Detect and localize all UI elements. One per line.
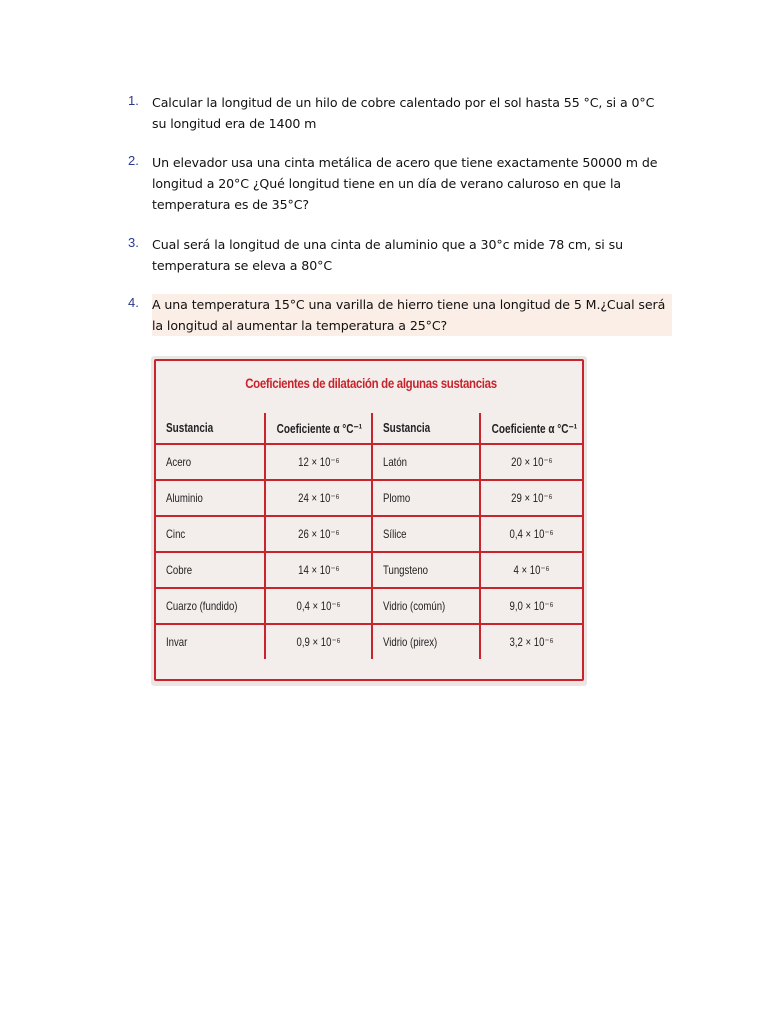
substance-cell: Cobre: [156, 552, 265, 588]
problem-line: la longitud al aumentar la temperatura a 25°C?: [152, 315, 672, 336]
substance-cell: Acero: [156, 444, 265, 480]
substance-cell: Vidrio (común): [372, 588, 480, 624]
coefficient-cell: 24 × 10⁻⁶: [265, 480, 372, 516]
coefficient-cell: 4 × 10⁻⁶: [480, 552, 582, 588]
substance-cell: Cuarzo (fundido): [156, 588, 265, 624]
problem-line: Calcular la longitud de un hilo de cobre calentado por el sol hasta 55 °C, si a 0°C: [152, 95, 655, 110]
problem-line: longitud a 20°C ¿Qué longitud tiene en un día de verano caluroso en que la: [152, 176, 621, 191]
problem-number: 4.: [128, 295, 139, 310]
column-header: Sustancia: [372, 413, 480, 444]
coefficient-table-figure: [151, 356, 587, 686]
problem-number: 2.: [128, 153, 139, 168]
coefficient-table-frame: [154, 359, 584, 681]
table-row: [156, 444, 582, 480]
coefficient-cell: 0,9 × 10⁻⁶: [265, 624, 372, 659]
problem-text: [152, 152, 672, 215]
substance-cell: Sílice: [372, 516, 480, 552]
coefficient-cell: 3,2 × 10⁻⁶: [480, 624, 582, 659]
substance-cell: Aluminio: [156, 480, 265, 516]
problem-text: [152, 294, 672, 336]
table-row: [156, 588, 582, 624]
problem-line: Cual será la longitud de una cinta de aluminio que a 30°c mide 78 cm, si su: [152, 237, 623, 252]
column-header: Coeficiente α °C⁻¹: [480, 413, 582, 444]
table-row: [156, 516, 582, 552]
problem-line: temperatura se eleva a 80°C: [152, 258, 333, 273]
column-header: Sustancia: [156, 413, 265, 444]
coefficient-table: [156, 413, 582, 659]
table-row: [156, 552, 582, 588]
substance-cell: Cinc: [156, 516, 265, 552]
coefficient-cell: 20 × 10⁻⁶: [480, 444, 582, 480]
coefficient-cell: 9,0 × 10⁻⁶: [480, 588, 582, 624]
table-header-row: [156, 413, 582, 444]
coefficient-cell: 0,4 × 10⁻⁶: [265, 588, 372, 624]
problem-text: [152, 234, 672, 276]
problem-text: [152, 92, 672, 134]
coefficient-cell: 29 × 10⁻⁶: [480, 480, 582, 516]
substance-cell: Tungsteno: [372, 552, 480, 588]
column-header: Coeficiente α °C⁻¹: [265, 413, 372, 444]
problem-number: 1.: [128, 93, 139, 108]
coefficient-cell: 14 × 10⁻⁶: [265, 552, 372, 588]
substance-cell: Invar: [156, 624, 265, 659]
problem-number: 3.: [128, 235, 139, 250]
problem-line: A una temperatura 15°C una varilla de hierro tiene una longitud de 5 M.¿Cual será: [152, 294, 672, 315]
coefficient-cell: 26 × 10⁻⁶: [265, 516, 372, 552]
table-row: [156, 624, 582, 659]
problem-line: Un elevador usa una cinta metálica de acero que tiene exactamente 50000 m de: [152, 155, 658, 170]
table-row: [156, 480, 582, 516]
coefficient-cell: 12 × 10⁻⁶: [265, 444, 372, 480]
table-title: Coeficientes de dilatación de algunas sustancias: [245, 375, 497, 391]
problem-line: su longitud era de 1400 m: [152, 116, 317, 131]
problem-line: temperatura es de 35°C?: [152, 197, 309, 212]
substance-cell: Latón: [372, 444, 480, 480]
substance-cell: Plomo: [372, 480, 480, 516]
substance-cell: Vidrio (pirex): [372, 624, 480, 659]
coefficient-cell: 0,4 × 10⁻⁶: [480, 516, 582, 552]
